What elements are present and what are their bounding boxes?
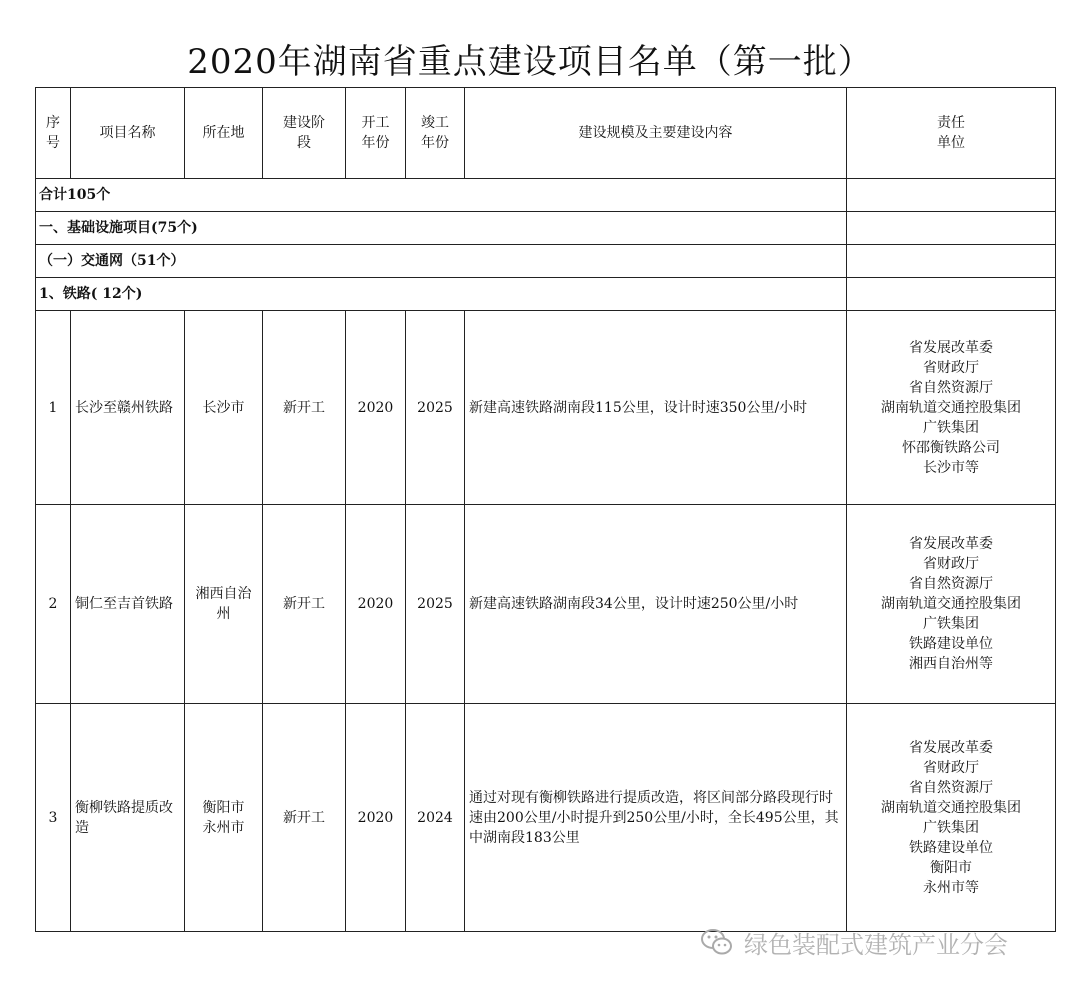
header-end-year: 竣工年份 [406,88,465,179]
project-start-year: 2020 [346,311,406,505]
summary-total: 合计105个 [36,179,847,212]
project-start-year: 2020 [346,505,406,704]
project-no: 2 [36,505,71,704]
summary-transport: （一）交通网（51个） [36,245,847,278]
project-stage: 新开工 [263,505,346,704]
project-content: 通过对现有衡柳铁路进行提质改造，将区间部分路段现行时速由200公里/小时提升到250公里/小时，全长495公里，其中湖南段183公里 [465,704,847,932]
unit-item: 广铁集团 [923,819,979,836]
header-row [36,88,1056,179]
header-no: 序号 [36,88,71,179]
unit-item: 湖南轨道交通控股集团 [881,596,1021,612]
unit-item: 永州市等 [923,879,979,896]
wechat-icon [700,927,734,957]
project-start-year: 2020 [346,704,406,932]
project-end-year: 2025 [406,311,465,505]
unit-item: 省财政厅 [923,359,979,376]
project-units [847,311,1056,505]
summary-railway: 1、铁路( 12个) [36,278,847,311]
project-name: 衡柳铁路提质改造 [71,704,185,932]
project-table [35,87,1056,932]
project-end-year: 2024 [406,704,465,932]
header-content: 建设规模及主要建设内容 [465,88,847,179]
project-no: 3 [36,704,71,932]
project-location: 长沙市 [185,311,263,505]
unit-item: 省发展改革委 [909,536,993,552]
project-location: 湘西自治州 [185,505,263,704]
unit-item: 衡阳市 [930,859,972,876]
summary-row [36,278,1056,311]
header-stage: 建设阶段 [263,88,346,179]
unit-item: 省财政厅 [923,759,979,776]
project-end-year: 2025 [406,505,465,704]
watermark [700,922,1008,962]
project-no: 1 [36,311,71,505]
project-name: 铜仁至吉首铁路 [71,505,185,704]
header-start-year: 开工年份 [346,88,406,179]
table-row [36,505,1056,704]
project-content: 新建高速铁路湖南段115公里，设计时速350公里/小时 [465,311,847,505]
project-units [847,704,1056,932]
unit-item: 省财政厅 [923,556,979,572]
unit-item: 广铁集团 [923,616,979,632]
project-units [847,505,1056,704]
project-content: 新建高速铁路湖南段34公里，设计时速250公里/小时 [465,505,847,704]
summary-row [36,179,1056,212]
unit-item: 怀邵衡铁路公司 [902,439,1000,456]
page-title: 2020年湖南省重点建设项目名单（第一批） [187,42,873,82]
header-location: 所在地 [185,88,263,179]
unit-item: 省发展改革委 [909,339,993,356]
header-units: 责任单位 [847,88,1056,179]
summary-row [36,245,1056,278]
table-row [36,704,1056,932]
table-row [36,311,1056,505]
unit-item: 铁路建设单位 [909,636,993,652]
header-name: 项目名称 [71,88,185,179]
unit-item: 铁路建设单位 [909,839,993,856]
unit-item: 湘西自治州等 [909,656,993,672]
unit-item: 湖南轨道交通控股集团 [881,799,1021,816]
watermark-text: 绿色装配式建筑产业分会 [744,930,1008,959]
unit-item: 广铁集团 [923,419,979,436]
unit-item: 省发展改革委 [909,739,993,756]
unit-item: 省自然资源厅 [909,576,993,592]
project-stage: 新开工 [263,311,346,505]
unit-item: 省自然资源厅 [909,779,993,796]
unit-item: 湖南轨道交通控股集团 [881,399,1021,416]
summary-row [36,212,1056,245]
summary-infrastructure: 一、基础设施项目(75个) [36,212,847,245]
project-stage: 新开工 [263,704,346,932]
unit-item: 省自然资源厅 [909,379,993,396]
project-name: 长沙至赣州铁路 [71,311,185,505]
project-location: 衡阳市永州市 [185,704,263,932]
unit-item: 长沙市等 [923,459,979,476]
